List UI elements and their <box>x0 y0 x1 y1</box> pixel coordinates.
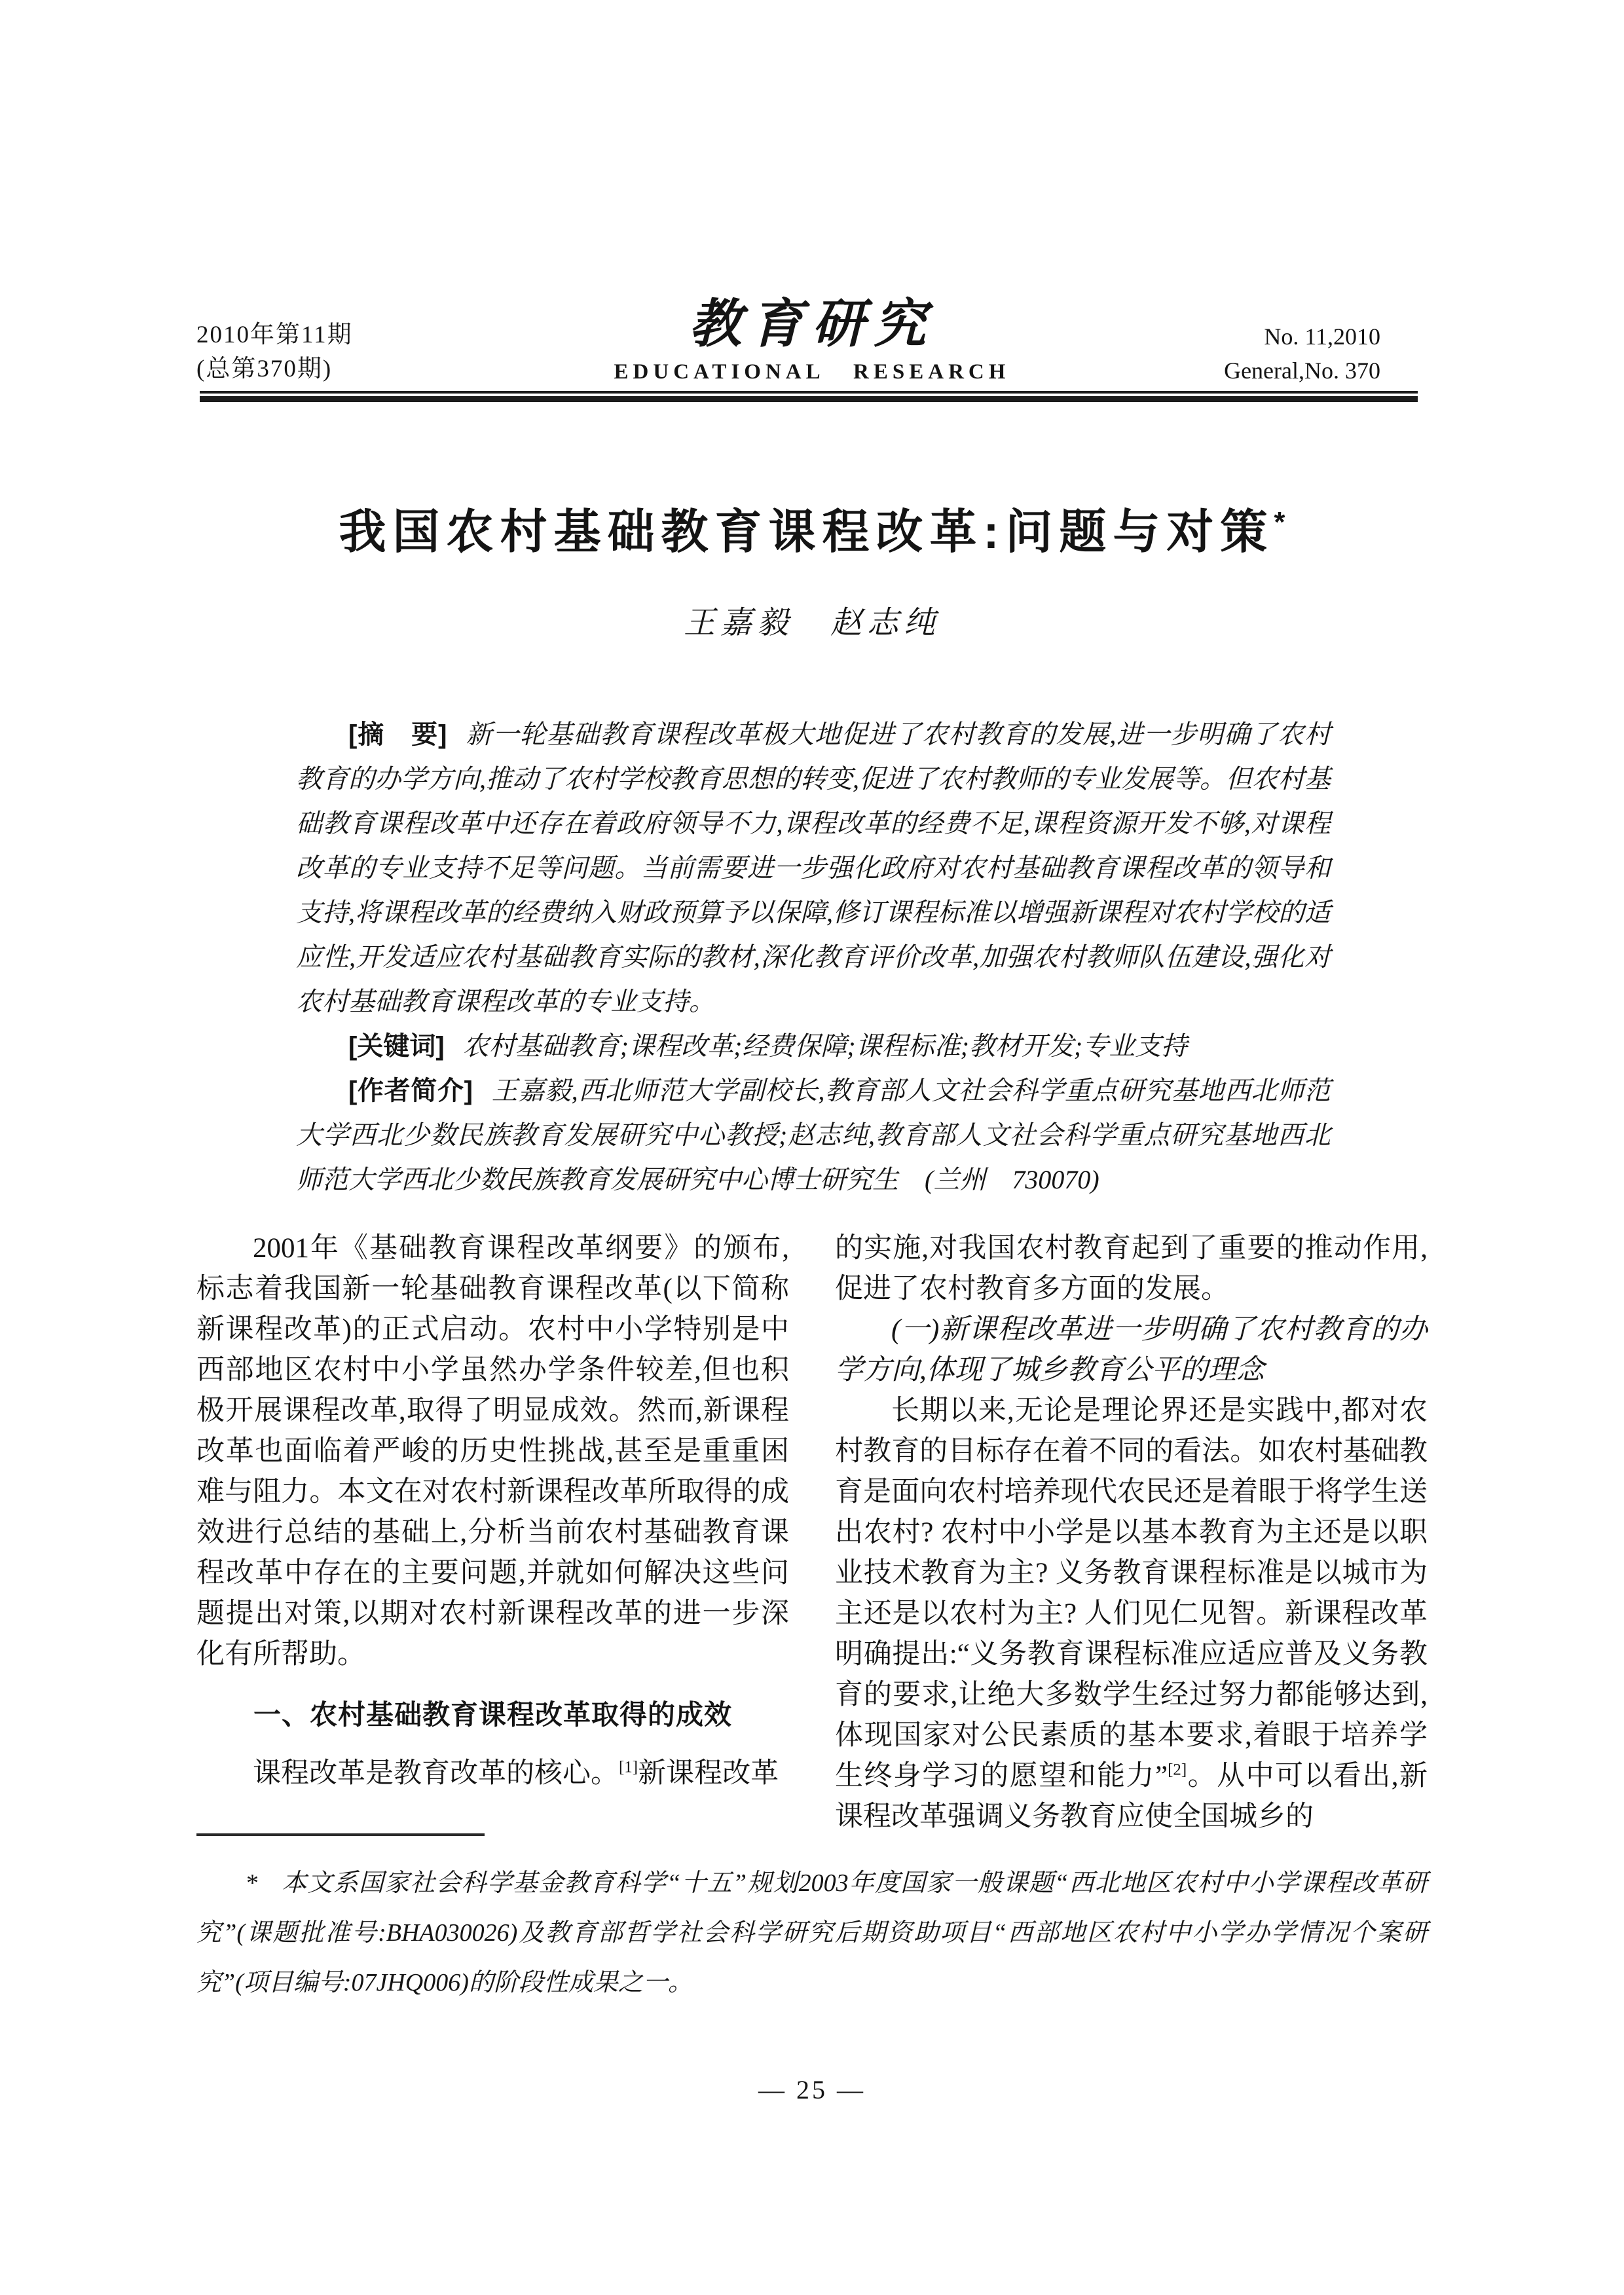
footnote-separator-rule <box>196 1833 485 1836</box>
page-number: — 25 — <box>758 2075 866 2104</box>
author-bio-text: 王嘉毅,西北师范大学副校长,教育部人文社会科学重点研究基地西北师范大学西北少数民族教育发展研究中心教授;赵志纯,教育部人文社会科学重点研究基地西北师范大学西北少数民族教育发展研究中心博士研究生 (兰州 730070) <box>296 1076 1331 1194</box>
reference-1-superscript: [1] <box>619 1758 638 1776</box>
author-bio-paragraph <box>296 1069 1331 1202</box>
body-column-right <box>835 1228 1428 1837</box>
header-rule-thin <box>200 391 1418 394</box>
subsection-1-paragraph <box>835 1391 1428 1837</box>
section-1-heading: 一、农村基础教育课程改革取得的成效 <box>253 1699 732 1730</box>
journal-name-english: EDUCATIONAL RESEARCH <box>614 360 1010 384</box>
abstract-block <box>296 712 1331 1202</box>
journal-logo-calligraphy: 教育研究 <box>689 296 935 354</box>
intro-paragraph: 2001年《基础教育课程改革纲要》的颁布,标志着我国新一轮基础教育课程改革(以下简称新课程改革)的正式启动。农村中小学特别是中西部地区农村中小学虽然办学条件较差,但也积极开展课程改革,取得了明显成效。然而,新课程改革也面临着严峻的历史性挑战,甚至是重重困难与阻力。本文在对农村新课程改革所取得的成效进行总结的基础上,分析当前农村基础教育课程改革中存在的主要问题,并就如何解决这些问题提出对策,以期对农村新课程改革的进一步深化有所帮助。 <box>196 1233 789 1670</box>
footnote-paragraph <box>196 1858 1428 2008</box>
keywords-label: [关键词] <box>348 1032 445 1061</box>
subsection-1-heading: (一)新课程改革进一步明确了农村教育的办学方向,体现了城乡教育公平的理念 <box>835 1314 1428 1386</box>
reference-2-superscript: [2] <box>1168 1761 1187 1779</box>
subsection-1-text-cont: 。从中可以看出,新课程改革强调义务教育应使全国城乡的 <box>835 1761 1428 1832</box>
footnote-text: 本文系国家社会科学基金教育科学“十五”规划2003年度国家一般课题“西北地区农村中小学课程改革研究”(课题批准号:BHA030026)及教育部哲学社会科学研究后期资助项目“西部地区农村中小学办学情况个案研究”(项目编号:07JHQ006)的阶段性成果之一。 <box>196 1869 1428 1996</box>
keywords-paragraph <box>296 1024 1331 1069</box>
issue-general-number-english: General,No. 370 <box>1224 358 1380 384</box>
article-title <box>0 495 1624 560</box>
keywords-text: 农村基础教育;课程改革;经费保障;课程标准;教材开发;专业支持 <box>462 1031 1188 1061</box>
author-bio-label: [作者简介] <box>348 1076 473 1105</box>
section-1-text-cont: 新课程改革 <box>638 1758 779 1789</box>
abstract-text: 新一轮基础教育课程改革极大地促进了农村教育的发展,进一步明确了农村教育的办学方向,推动了农村学校教育思想的转变,促进了农村教师的专业发展等。但农村基础教育课程改革中还存在着政府领导不力,课程改革的经费不足,课程资源开发不够,对课程改革的专业支持不足等问题。当前需要进一步强化政府对农村基础教育课程改革的领导和支持,将课程改革的经费纳入财政预算予以保障,修订课程标准以增强新课程对农村学校的适应性,开发适应农村基础教育实际的教材,深化教育评价改革,加强农村教师队伍建设,强化对农村基础教育课程改革的专业支持。 <box>296 720 1331 1016</box>
issue-general-number: (总第370期) <box>196 356 333 382</box>
title-footnote-asterisk: * <box>1274 506 1285 538</box>
body-column-left <box>196 1228 789 1794</box>
footnote-block <box>196 1858 1428 2008</box>
issue-number: 2010年第11期 <box>196 321 353 348</box>
section-1-paragraph-start <box>196 1753 789 1794</box>
abstract-label: [摘 要] <box>348 720 447 749</box>
abstract-paragraph <box>296 712 1331 1024</box>
continuation-paragraph: 的实施,对我国农村教育起到了重要的推动作用,促进了农村教育多方面的发展。 <box>835 1233 1428 1304</box>
article-authors: 王嘉毅 赵志纯 <box>683 606 940 640</box>
subsection-1-text: 长期以来,无论是理论界还是实践中,都对农村教育的目标存在着不同的看法。如农村基础教育是面向农村培养现代农民还是着眼于将学生送出农村? 农村中小学是以基本教育为主还是以职业技术教育为主? 义务教育课程标准是以城市为主还是以农村为主? 人们见仁见智。新课程改革明确提出:“义务教育课程标准应适应普及义务教育的要求,让绝大多数学生经过努力都能够达到,体现国家对公民素质的基本要求,着眼于培养学生终身学习的愿望和能力” <box>835 1395 1428 1791</box>
article-title-text: 我国农村基础教育课程改革:问题与对策 <box>339 506 1274 559</box>
section-1-text: 课程改革是教育改革的核心。 <box>253 1758 619 1789</box>
issue-number-english: No. 11,2010 <box>1264 323 1380 350</box>
footnote-asterisk: * <box>246 1869 259 1897</box>
issue-info-english <box>1224 320 1380 388</box>
header-rule-thick <box>200 396 1418 402</box>
